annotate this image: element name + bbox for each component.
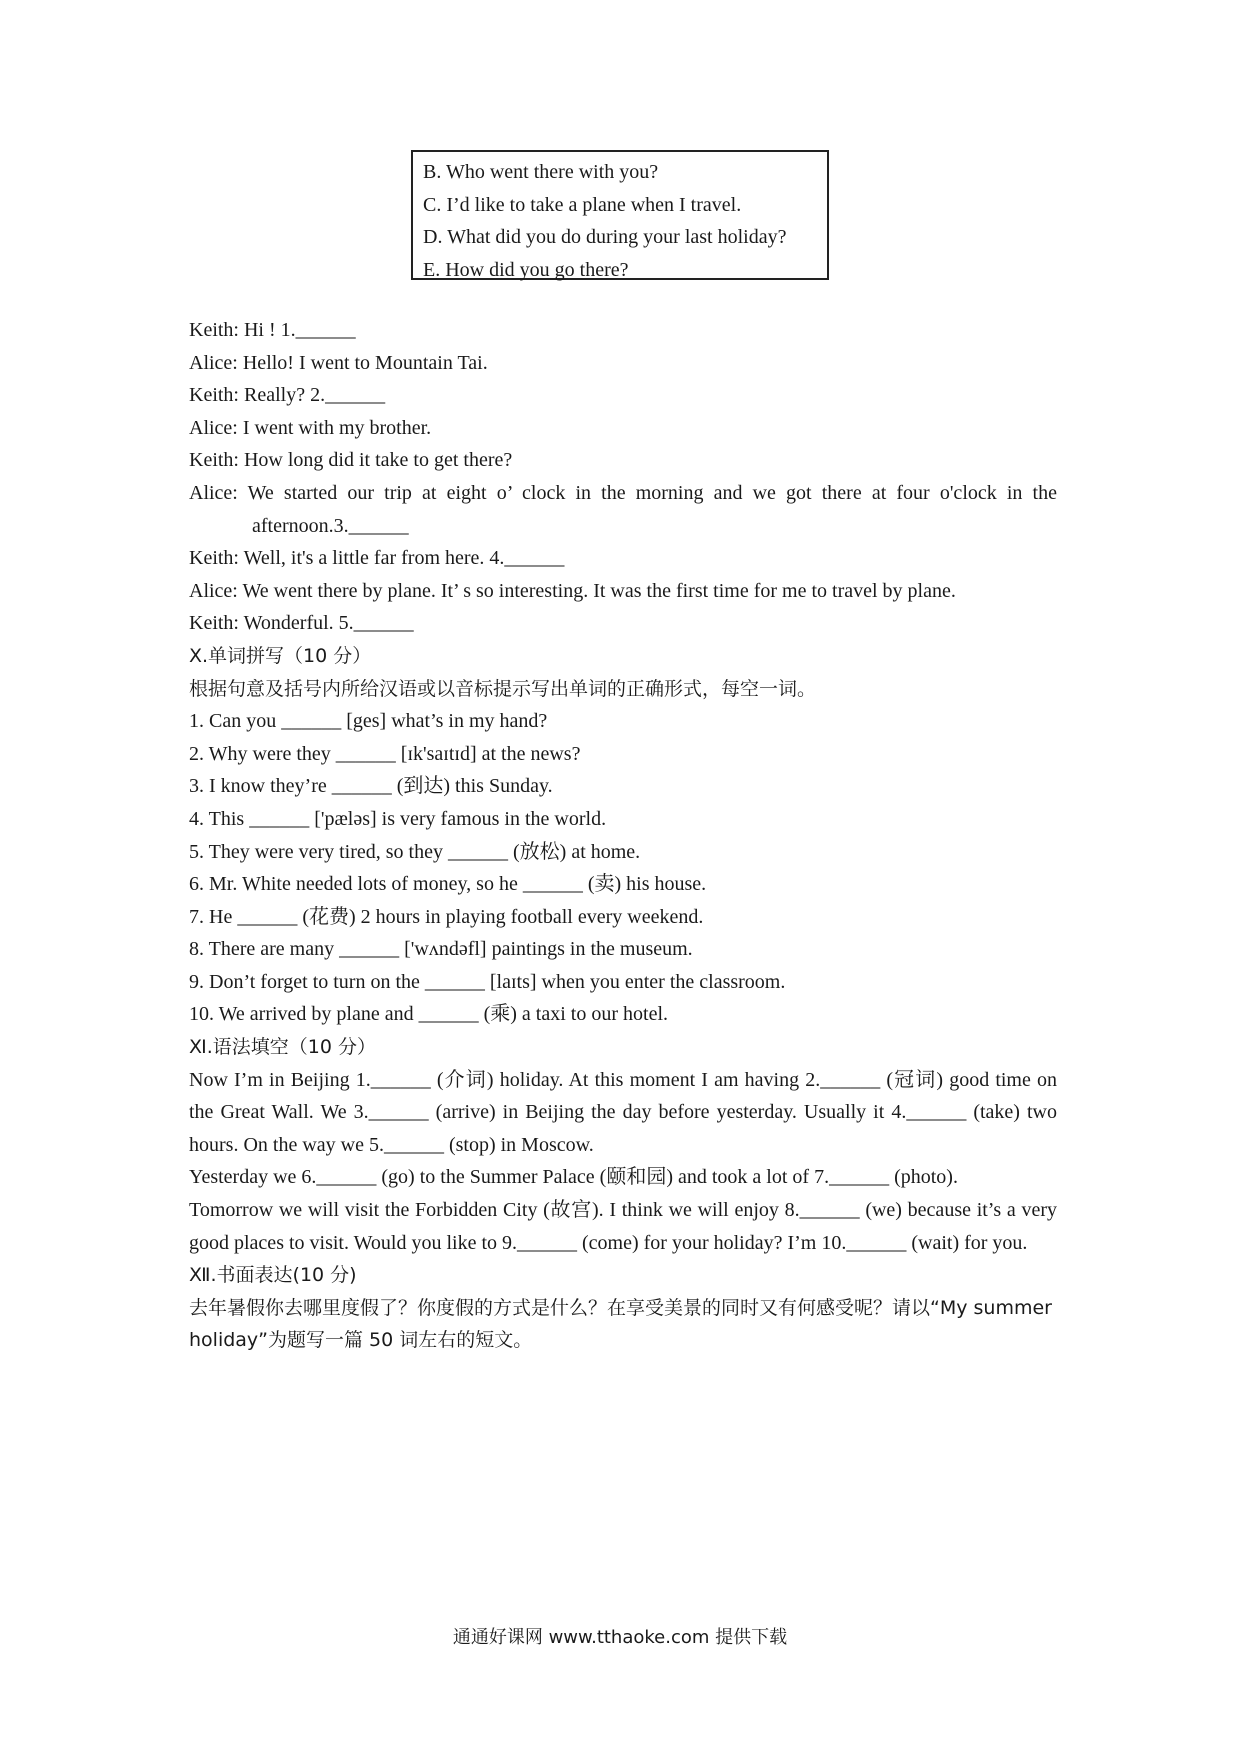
spelling-item: 7. He ______ (花费) 2 hours in playing football every weekend. (189, 905, 704, 928)
dialogue-line: Keith: Really? 2.______ (189, 384, 386, 407)
spelling-item: 1. Can you ______ [ges] what’s in my hand? (189, 710, 548, 733)
grammar-paragraph: Now I’m in Beijing 1.______ (介词) holiday. At this moment I am having 2.______ (冠词) good time on the Great Wall. We 3.______ (arrive) in Beijing the day before yesterday. Usually it 4.______ (take) two hours. On the way we 5.______ (stop) in Moscow. (189, 1068, 1057, 1156)
spelling-item: 9. Don’t forget to turn on the ______ [laɪts] when you enter the classroom. (189, 970, 786, 993)
spelling-item: 8. There are many ______ ['wʌndəfl] paintings in the museum. (189, 938, 693, 961)
dialogue-line: Alice: Hello! I went to Mountain Tai. (189, 351, 488, 374)
section-11-title: Ⅺ.语法填空（10 分） (189, 1036, 376, 1059)
spelling-item: 2. Why were they ______ [ɪk'saɪtɪd] at the news? (189, 742, 581, 765)
worksheet-content (189, 314, 1057, 1357)
dialogue-line: Keith: Hi ! 1.______ (189, 319, 356, 341)
dialogue-line: Alice: We went there by plane. It’ s so interesting. It was the first time for me to travel by plane. (189, 579, 956, 602)
section-10-title: Ⅹ.单词拼写（10 分） (189, 644, 372, 667)
dialogue-line: Keith: Well, it's a little far from here. 4.______ (189, 547, 565, 570)
dialogue-line: Alice: We started our trip at eight o’ clock in the morning and we got there at four o'clock in the afternoon.3.______ (189, 481, 1057, 537)
grammar-paragraph: Yesterday we 6.______ (go) to the Summer Palace (颐和园) and took a lot of 7.______ (photo). (189, 1166, 958, 1189)
dialogue-line: Keith: How long did it take to get there? (189, 449, 513, 472)
page-footer: 通通好课网 www.tthaoke.com 提供下载 (452, 1627, 788, 1648)
spelling-item: 3. I know they’re ______ (到达) this Sunday. (189, 775, 553, 798)
option-b: B. Who went there with you? (423, 161, 659, 183)
spelling-item: 10. We arrived by plane and ______ (乘) a taxi to our hotel. (189, 1003, 669, 1026)
spelling-item: 6. Mr. White needed lots of money, so he ______ (卖) his house. (189, 873, 707, 896)
section-12-title: Ⅻ.书面表达(10 分) (189, 1264, 357, 1287)
grammar-paragraph: Tomorrow we will visit the Forbidden City (故宫). I think we will enjoy 8.______ (we) because it’s a very good places to visit. Would you like to 9.______ (come) for your holiday? I’m 10.______ (wait) for you. (189, 1199, 1057, 1254)
option-e: E. How did you go there? (423, 258, 629, 281)
spelling-item: 4. This ______ ['pæləs] is very famous in the world. (189, 807, 607, 830)
section-10-instruction: 根据句意及括号内所给汉语或以音标提示写出单词的正确形式，每空一词。 (189, 677, 817, 700)
dialogue-line: Alice: I went with my brother. (189, 416, 432, 439)
spelling-item: 5. They were very tired, so they ______ (放松) at home. (189, 840, 641, 863)
answer-options-box (411, 150, 829, 280)
option-c: C. I’d like to take a plane when I travel. (423, 193, 742, 216)
writing-prompt: 去年暑假你去哪里度假了？你度假的方式是什么？在享受美景的同时又有何感受呢？请以“My summer holiday”为题写一篇 50 词左右的短文。 (189, 1296, 1052, 1352)
option-d: D. What did you do during your last holiday? (423, 226, 787, 248)
dialogue-line: Keith: Wonderful. 5.______ (189, 612, 414, 635)
